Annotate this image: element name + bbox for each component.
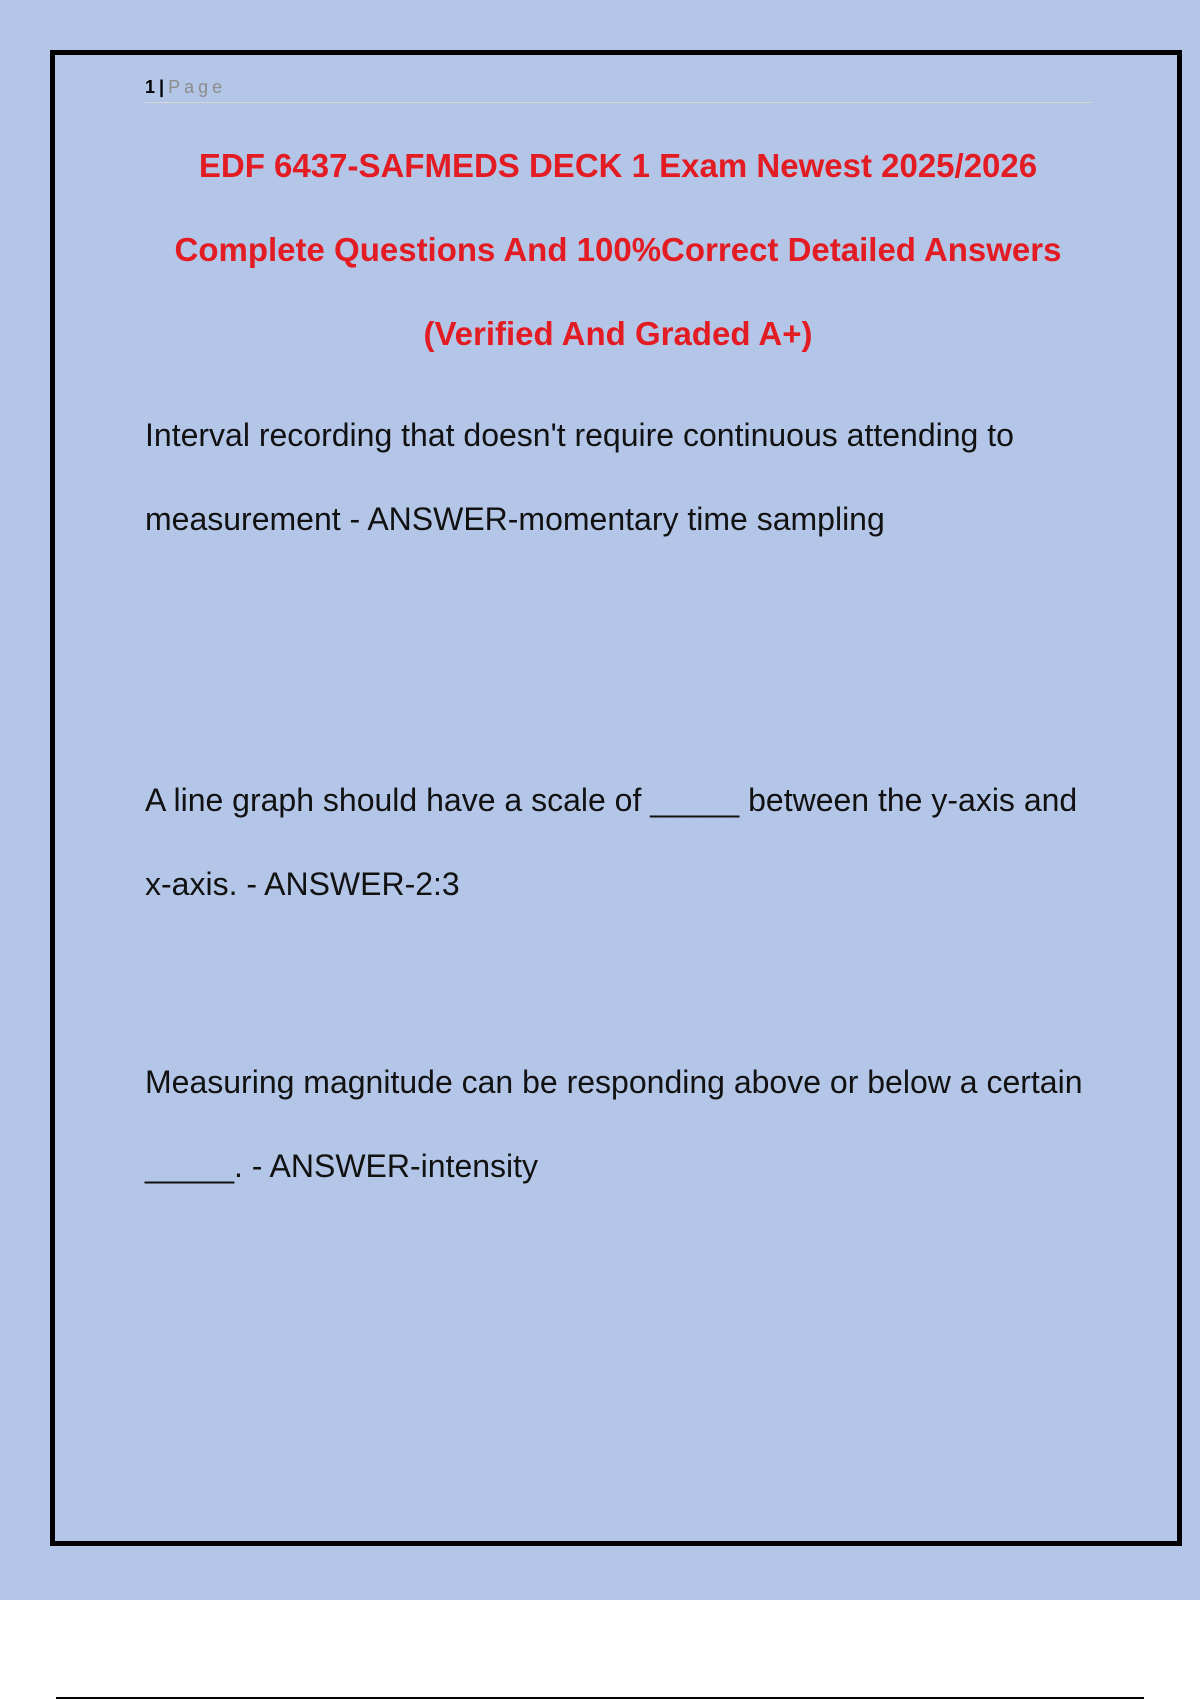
question-answer-3: Measuring magnitude can be responding above or below a certain _____. - ANSWER-intensity	[145, 1064, 1083, 1184]
page-label: Page	[168, 77, 227, 97]
question-answer-2: A line graph should have a scale of _____ between the y-axis and x-axis. - ANSWER-2:3	[145, 782, 1078, 902]
document-title: EDF 6437-SAFMEDS DECK 1 Exam Newest 2025/2026 Complete Questions And 100%Correct Detailed Answers (Verified And Graded A+)	[174, 147, 1062, 352]
page-number: 1	[145, 77, 158, 97]
page-separator: |	[159, 77, 167, 97]
page-header	[145, 74, 1091, 103]
bottom-divider	[56, 1697, 1144, 1699]
question-answer-1: Interval recording that doesn't require continuous attending to measurement - ANSWER-momentary time sampling	[145, 417, 1014, 537]
